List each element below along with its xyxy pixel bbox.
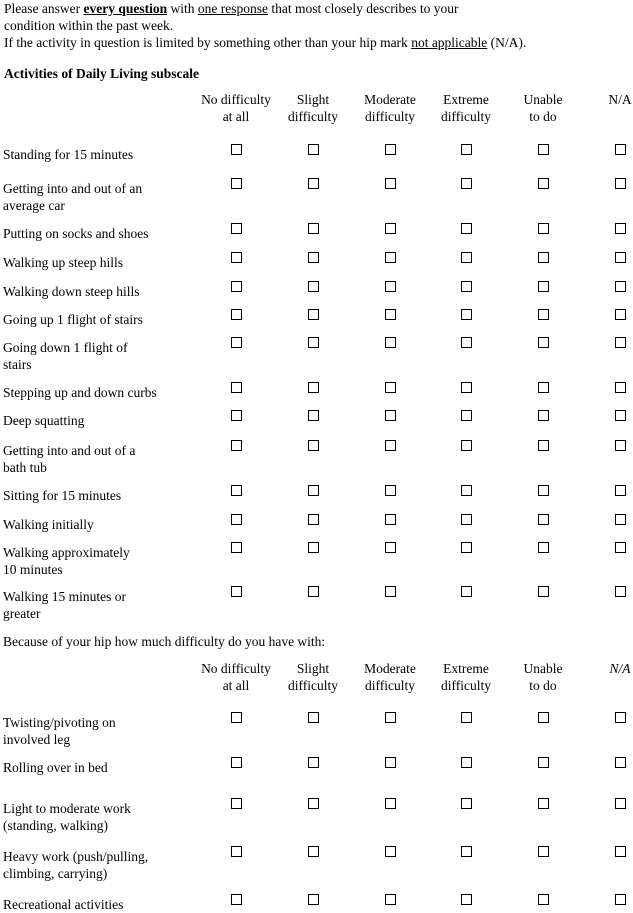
checkbox-slight-difficulty[interactable] xyxy=(308,894,319,905)
checkbox-no-difficulty[interactable] xyxy=(231,178,242,189)
column-header-slight-difficulty xyxy=(271,660,355,694)
column-header-line: to do xyxy=(529,109,557,124)
checkbox-no-difficulty[interactable] xyxy=(231,846,242,857)
item-label-line: Stepping up and down curbs xyxy=(3,385,157,400)
checkbox-unable-to-do[interactable] xyxy=(538,309,549,320)
checkbox-moderate-difficulty[interactable] xyxy=(385,894,396,905)
checkbox-slight-difficulty[interactable] xyxy=(308,281,319,292)
column-header-line: at all xyxy=(222,109,250,124)
column-header-line: Moderate xyxy=(364,92,416,107)
item-label-line: Deep squatting xyxy=(3,413,85,428)
emphasis-one-response: one response xyxy=(197,1,268,16)
item-label xyxy=(3,384,178,401)
emphasis-not-applicable: not applicable xyxy=(411,35,488,50)
checkbox-extreme-difficulty[interactable] xyxy=(461,894,472,905)
item-label xyxy=(3,544,178,578)
item-label-line: Sitting for 15 minutes xyxy=(3,488,122,503)
checkbox-unable-to-do[interactable] xyxy=(538,798,549,809)
item-label xyxy=(3,759,178,776)
item-label xyxy=(3,588,178,622)
column-header-line: Unable xyxy=(523,92,563,107)
checkbox-extreme-difficulty[interactable] xyxy=(461,252,472,263)
checkbox-no-difficulty[interactable] xyxy=(231,337,242,348)
checkbox-slight-difficulty[interactable] xyxy=(308,485,319,496)
checkbox-extreme-difficulty[interactable] xyxy=(461,223,472,234)
checkbox-not-applicable[interactable] xyxy=(615,712,626,723)
checkbox-not-applicable[interactable] xyxy=(615,309,626,320)
column-header-line: Unable xyxy=(523,661,563,676)
checkbox-extreme-difficulty[interactable] xyxy=(461,178,472,189)
emphasis-every-question: every question xyxy=(83,1,168,16)
checkbox-extreme-difficulty[interactable] xyxy=(461,382,472,393)
item-label-line: Walking up steep hills xyxy=(3,255,124,270)
checkbox-moderate-difficulty[interactable] xyxy=(385,337,396,348)
checkbox-slight-difficulty[interactable] xyxy=(308,144,319,155)
checkbox-not-applicable[interactable] xyxy=(615,281,626,292)
checkbox-moderate-difficulty[interactable] xyxy=(385,223,396,234)
item-label-line: Walking down steep hills xyxy=(3,284,140,299)
column-header-line: Moderate xyxy=(364,661,416,676)
checkbox-unable-to-do[interactable] xyxy=(538,178,549,189)
checkbox-moderate-difficulty[interactable] xyxy=(385,252,396,263)
checkbox-extreme-difficulty[interactable] xyxy=(461,281,472,292)
item-label xyxy=(3,442,178,476)
checkbox-unable-to-do[interactable] xyxy=(538,894,549,905)
column-header-slight-difficulty xyxy=(271,91,355,125)
item-label-line: (standing, walking) xyxy=(3,818,108,833)
checkbox-extreme-difficulty[interactable] xyxy=(461,144,472,155)
checkbox-not-applicable[interactable] xyxy=(615,440,626,451)
checkbox-moderate-difficulty[interactable] xyxy=(385,542,396,553)
item-label-line: Recreational activities xyxy=(3,897,124,912)
checkbox-no-difficulty[interactable] xyxy=(231,440,242,451)
checkbox-not-applicable[interactable] xyxy=(615,178,626,189)
checkbox-moderate-difficulty[interactable] xyxy=(385,586,396,597)
section2-prompt: Because of your hip how much difficulty do you have with: xyxy=(3,634,326,649)
item-label-line: Going down 1 flight of xyxy=(3,340,128,355)
checkbox-not-applicable[interactable] xyxy=(615,410,626,421)
item-label-line: Light to moderate work xyxy=(3,801,131,816)
checkbox-unable-to-do[interactable] xyxy=(538,223,549,234)
checkbox-no-difficulty[interactable] xyxy=(231,542,242,553)
checkbox-moderate-difficulty[interactable] xyxy=(385,281,396,292)
column-header-line: difficulty xyxy=(365,109,415,124)
checkbox-slight-difficulty[interactable] xyxy=(308,542,319,553)
item-label xyxy=(3,516,178,533)
checkbox-slight-difficulty[interactable] xyxy=(308,712,319,723)
checkbox-unable-to-do[interactable] xyxy=(538,281,549,292)
checkbox-extreme-difficulty[interactable] xyxy=(461,846,472,857)
checkbox-no-difficulty[interactable] xyxy=(231,281,242,292)
item-label-line: 10 minutes xyxy=(3,562,63,577)
checkbox-moderate-difficulty[interactable] xyxy=(385,178,396,189)
column-header-line: difficulty xyxy=(365,678,415,693)
checkbox-extreme-difficulty[interactable] xyxy=(461,798,472,809)
instruction-line-3: If the activity in question is limited by something other than your hip mark not applicable (N/A). xyxy=(4,35,527,50)
checkbox-unable-to-do[interactable] xyxy=(538,485,549,496)
item-label-line: greater xyxy=(3,606,41,621)
instruction-line-2: condition within the past week. xyxy=(4,18,174,33)
checkbox-moderate-difficulty[interactable] xyxy=(385,757,396,768)
checkbox-not-applicable[interactable] xyxy=(615,798,626,809)
checkbox-no-difficulty[interactable] xyxy=(231,757,242,768)
item-label-line: involved leg xyxy=(3,732,71,747)
checkbox-no-difficulty[interactable] xyxy=(231,514,242,525)
checkbox-moderate-difficulty[interactable] xyxy=(385,144,396,155)
checkbox-moderate-difficulty[interactable] xyxy=(385,846,396,857)
checkbox-extreme-difficulty[interactable] xyxy=(461,514,472,525)
item-label xyxy=(3,714,178,748)
item-label-line: Walking initially xyxy=(3,517,94,532)
checkbox-moderate-difficulty[interactable] xyxy=(385,410,396,421)
column-header-line: Slight xyxy=(296,661,330,676)
checkbox-no-difficulty[interactable] xyxy=(231,485,242,496)
item-label xyxy=(3,146,178,163)
checkbox-no-difficulty[interactable] xyxy=(231,798,242,809)
checkbox-slight-difficulty[interactable] xyxy=(308,252,319,263)
column-header-not-applicable xyxy=(578,91,633,108)
checkbox-not-applicable[interactable] xyxy=(615,586,626,597)
checkbox-no-difficulty[interactable] xyxy=(231,309,242,320)
checkbox-not-applicable[interactable] xyxy=(615,485,626,496)
checkbox-not-applicable[interactable] xyxy=(615,757,626,768)
checkbox-slight-difficulty[interactable] xyxy=(308,337,319,348)
checkbox-no-difficulty[interactable] xyxy=(231,894,242,905)
item-label-line: Walking approximately xyxy=(3,545,130,560)
checkbox-unable-to-do[interactable] xyxy=(538,440,549,451)
column-header-line: difficulty xyxy=(441,109,491,124)
item-label-line: climbing, carrying) xyxy=(3,866,108,881)
checkbox-extreme-difficulty[interactable] xyxy=(461,410,472,421)
checkbox-extreme-difficulty[interactable] xyxy=(461,309,472,320)
checkbox-slight-difficulty[interactable] xyxy=(308,514,319,525)
column-header-line: difficulty xyxy=(441,678,491,693)
item-label xyxy=(3,412,178,429)
checkbox-unable-to-do[interactable] xyxy=(538,514,549,525)
checkbox-slight-difficulty[interactable] xyxy=(308,757,319,768)
column-header-line: to do xyxy=(529,678,557,693)
item-label-line: stairs xyxy=(3,357,32,372)
checkbox-moderate-difficulty[interactable] xyxy=(385,309,396,320)
checkbox-no-difficulty[interactable] xyxy=(231,144,242,155)
column-header-unable-to-do xyxy=(501,660,585,694)
checkbox-moderate-difficulty[interactable] xyxy=(385,485,396,496)
checkbox-moderate-difficulty[interactable] xyxy=(385,440,396,451)
checkbox-unable-to-do[interactable] xyxy=(538,586,549,597)
column-header-line: Slight xyxy=(296,92,330,107)
item-label xyxy=(3,311,178,328)
checkbox-not-applicable[interactable] xyxy=(615,144,626,155)
checkbox-not-applicable[interactable] xyxy=(615,382,626,393)
item-label-line: Twisting/pivoting on xyxy=(3,715,116,730)
checkbox-no-difficulty[interactable] xyxy=(231,410,242,421)
checkbox-no-difficulty[interactable] xyxy=(231,223,242,234)
column-header-extreme-difficulty xyxy=(424,660,508,694)
item-label-line: Rolling over in bed xyxy=(3,760,108,775)
item-label xyxy=(3,848,178,882)
column-header-line: Extreme xyxy=(443,92,489,107)
checkbox-slight-difficulty[interactable] xyxy=(308,846,319,857)
checkbox-extreme-difficulty[interactable] xyxy=(461,440,472,451)
checkbox-slight-difficulty[interactable] xyxy=(308,382,319,393)
column-header-no-difficulty xyxy=(194,660,278,694)
checkbox-unable-to-do[interactable] xyxy=(538,712,549,723)
checkbox-moderate-difficulty[interactable] xyxy=(385,798,396,809)
column-header-line: N/A xyxy=(608,92,632,107)
item-label-line: bath tub xyxy=(3,460,47,475)
column-header-moderate-difficulty xyxy=(348,660,432,694)
checkbox-unable-to-do[interactable] xyxy=(538,382,549,393)
instructions xyxy=(4,0,629,51)
item-label xyxy=(3,896,178,913)
item-label xyxy=(3,800,178,834)
item-label xyxy=(3,225,178,242)
checkbox-extreme-difficulty[interactable] xyxy=(461,542,472,553)
item-label-line: Walking 15 minutes or xyxy=(3,589,127,604)
column-header-line: at all xyxy=(222,678,250,693)
item-label xyxy=(3,180,178,214)
item-label xyxy=(3,487,178,504)
checkbox-no-difficulty[interactable] xyxy=(231,252,242,263)
item-label-line: Getting into and out of a xyxy=(3,443,136,458)
item-label-line: Standing for 15 minutes xyxy=(3,147,134,162)
checkbox-not-applicable[interactable] xyxy=(615,337,626,348)
checkbox-extreme-difficulty[interactable] xyxy=(461,485,472,496)
checkbox-no-difficulty[interactable] xyxy=(231,382,242,393)
checkbox-slight-difficulty[interactable] xyxy=(308,178,319,189)
checkbox-no-difficulty[interactable] xyxy=(231,586,242,597)
checkbox-extreme-difficulty[interactable] xyxy=(461,712,472,723)
item-label xyxy=(3,254,178,271)
checkbox-unable-to-do[interactable] xyxy=(538,337,549,348)
column-header-extreme-difficulty xyxy=(424,91,508,125)
checkbox-unable-to-do[interactable] xyxy=(538,542,549,553)
checkbox-unable-to-do[interactable] xyxy=(538,846,549,857)
instruction-line-1: Please answer every question with one response that most closely describes to your xyxy=(4,1,459,16)
section1-title: Activities of Daily Living subscale xyxy=(4,66,199,81)
checkbox-unable-to-do[interactable] xyxy=(538,410,549,421)
checkbox-slight-difficulty[interactable] xyxy=(308,798,319,809)
checkbox-extreme-difficulty[interactable] xyxy=(461,757,472,768)
checkbox-slight-difficulty[interactable] xyxy=(308,223,319,234)
checkbox-moderate-difficulty[interactable] xyxy=(385,514,396,525)
column-header-line: No difficulty xyxy=(201,661,271,676)
checkbox-unable-to-do[interactable] xyxy=(538,252,549,263)
item-label-line: Going up 1 flight of stairs xyxy=(3,312,143,327)
column-header-line: difficulty xyxy=(288,678,338,693)
checkbox-slight-difficulty[interactable] xyxy=(308,410,319,421)
column-header-line: N/A xyxy=(609,661,631,676)
checkbox-not-applicable[interactable] xyxy=(615,846,626,857)
column-header-not-applicable xyxy=(578,660,633,677)
checkbox-no-difficulty[interactable] xyxy=(231,712,242,723)
checkbox-not-applicable[interactable] xyxy=(615,252,626,263)
item-label-line: Heavy work (push/pulling, xyxy=(3,849,149,864)
column-header-unable-to-do xyxy=(501,91,585,125)
item-label-line: Getting into and out of an xyxy=(3,181,143,196)
column-header-line: No difficulty xyxy=(201,92,271,107)
checkbox-not-applicable[interactable] xyxy=(615,894,626,905)
checkbox-slight-difficulty[interactable] xyxy=(308,586,319,597)
column-header-no-difficulty xyxy=(194,91,278,125)
column-header-moderate-difficulty xyxy=(348,91,432,125)
checkbox-moderate-difficulty[interactable] xyxy=(385,712,396,723)
item-label xyxy=(3,339,178,373)
checkbox-slight-difficulty[interactable] xyxy=(308,440,319,451)
checkbox-unable-to-do[interactable] xyxy=(538,144,549,155)
checkbox-moderate-difficulty[interactable] xyxy=(385,382,396,393)
item-label-line: average car xyxy=(3,198,65,213)
checkbox-slight-difficulty[interactable] xyxy=(308,309,319,320)
item-label xyxy=(3,283,178,300)
checkbox-not-applicable[interactable] xyxy=(615,514,626,525)
column-header-line: difficulty xyxy=(288,109,338,124)
checkbox-unable-to-do[interactable] xyxy=(538,757,549,768)
column-header-line: Extreme xyxy=(443,661,489,676)
checkbox-not-applicable[interactable] xyxy=(615,542,626,553)
checkbox-extreme-difficulty[interactable] xyxy=(461,337,472,348)
checkbox-extreme-difficulty[interactable] xyxy=(461,586,472,597)
item-label-line: Putting on socks and shoes xyxy=(3,226,149,241)
checkbox-not-applicable[interactable] xyxy=(615,223,626,234)
